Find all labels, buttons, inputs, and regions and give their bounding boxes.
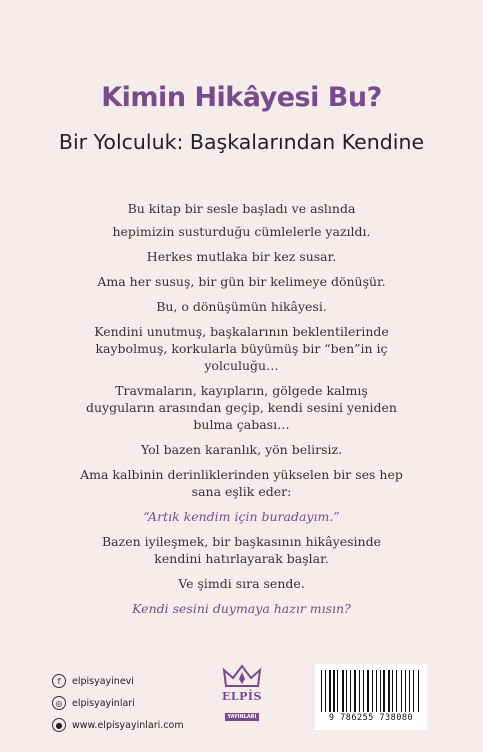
barcode-bar	[325, 670, 326, 712]
barcode-bar	[409, 670, 410, 712]
barcode-bar	[407, 670, 408, 712]
barcode-bar	[365, 670, 366, 712]
barcode-bar	[372, 670, 373, 712]
blurb-line: Yol bazen karanlık, yön belirsiz.	[140, 442, 343, 457]
blurb-line: Ama kalbinin derinliklerinden yükselen bir ses hep sana eşlik eder:	[80, 467, 403, 499]
blurb-line: Bu kitap bir sesle başladı ve aslında	[127, 201, 356, 216]
barcode-bar	[348, 670, 349, 712]
barcode-bar	[357, 670, 358, 712]
barcode-bar	[329, 670, 331, 712]
barcode-bar	[382, 670, 383, 712]
barcode-bar	[394, 670, 395, 712]
barcode-bar	[413, 670, 414, 712]
facebook-link[interactable]	[52, 670, 184, 692]
barcode-bar	[403, 670, 404, 712]
barcode-bar	[361, 670, 362, 712]
barcode-bar	[370, 670, 371, 712]
barcode-bar	[383, 670, 385, 712]
barcode-bar	[359, 670, 360, 712]
instagram-handle: elpisyayinlari	[72, 697, 135, 709]
barcode-bar	[339, 670, 340, 712]
website-url: www.elpisyayinlari.com	[72, 719, 184, 731]
barcode-bar	[378, 670, 379, 712]
barcode-bar	[342, 670, 344, 712]
barcode-bar	[419, 670, 420, 712]
publisher-sub: YAYINLARI	[225, 713, 260, 721]
barcode-bar	[410, 670, 411, 712]
barcode-bar	[405, 670, 406, 712]
barcode-bar	[392, 670, 393, 712]
social-links	[52, 670, 184, 736]
instagram-link[interactable]	[52, 692, 184, 714]
barcode-bar	[321, 670, 322, 712]
blurb-line: Kendini unutmuş, başkalarının beklentilerinde kaybolmuş, korkularla büyümüş bir “ben”in iç yolculuğu…	[94, 324, 389, 373]
isbn-number: 9 786255 738080	[328, 713, 414, 723]
barcode-bar	[363, 670, 364, 712]
barcode-bar	[346, 670, 347, 712]
blurb-line: Ama her susuş, bir gün bir kelimeye dönüşür.	[97, 274, 386, 289]
blurb-question: Kendi sesini duymaya hazır mısın?	[132, 601, 351, 616]
crown-icon	[222, 664, 262, 690]
barcode-bar	[327, 670, 328, 712]
barcode-bar	[415, 670, 417, 712]
facebook-icon: f	[52, 674, 66, 688]
barcode-bar	[373, 670, 374, 712]
barcode-bars	[321, 670, 421, 712]
facebook-handle: elpisyayinevi	[72, 675, 134, 687]
blurb-line: Travmaların, kayıpların, gölgede kalmış duyguların arasından geçip, kendi sesini yeniden bulma çabası…	[86, 383, 397, 432]
barcode-bar	[391, 670, 392, 712]
book-subtitle: Bir Yolculuk: Başkalarından Kendine	[58, 130, 425, 154]
barcode-bar	[323, 670, 324, 712]
barcode-bar	[333, 670, 334, 712]
barcode-bar	[350, 670, 351, 712]
barcode-bar	[401, 670, 402, 712]
barcode-bar	[418, 670, 419, 712]
website-link[interactable]	[52, 714, 184, 736]
barcode-bar	[396, 670, 397, 712]
barcode-bar	[386, 670, 387, 712]
back-cover-blurb	[80, 200, 403, 625]
barcode-bar	[345, 670, 346, 712]
blurb-line: hepimizin susturduğu cümlelerle yazıldı.	[112, 224, 371, 239]
barcode-bar	[367, 670, 369, 712]
barcode-bar	[352, 670, 353, 712]
barcode-bar	[376, 670, 377, 712]
globe-icon: ●	[52, 718, 66, 732]
isbn-barcode	[315, 664, 427, 730]
barcode-bar	[398, 670, 400, 712]
barcode-bar	[336, 670, 337, 712]
barcode-bar	[380, 670, 381, 712]
instagram-icon: ◎	[52, 696, 66, 710]
publisher-logo	[214, 664, 270, 724]
barcode-bar	[354, 670, 356, 712]
blurb-line: Bazen iyileşmek, bir başkasının hikâyesinde kendini hatırlayarak başlar.	[101, 534, 381, 566]
blurb-quote: “Artık kendim için buradayım.”	[143, 509, 340, 524]
publisher-name: ELPİS	[222, 690, 262, 703]
barcode-bar	[332, 670, 333, 712]
barcode-bar	[337, 670, 338, 712]
blurb-line: Ve şimdi sıra sende.	[178, 576, 305, 591]
book-title: Kimin Hikâyesi Bu?	[101, 82, 382, 113]
barcode-bar	[388, 670, 389, 712]
blurb-line: Bu, o dönüşümün hikâyesi.	[156, 299, 327, 314]
blurb-line: Herkes mutlaka bir kez susar.	[146, 249, 337, 264]
